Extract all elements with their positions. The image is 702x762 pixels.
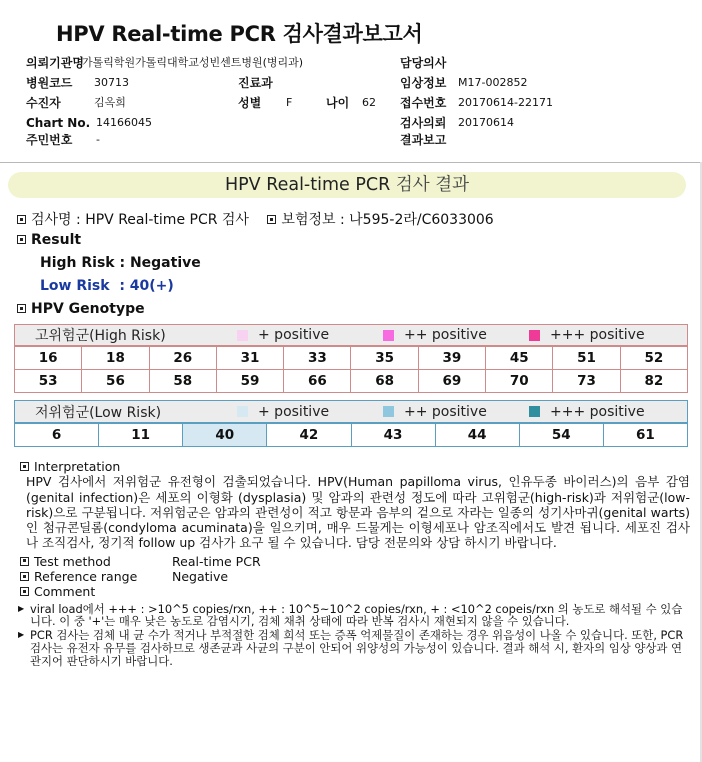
genotype-cell: 82 [620,370,687,393]
test-method-row [20,554,690,569]
checkbox-square-icon [17,235,26,244]
test-method-value: Real-time PCR [172,553,261,569]
request-date-value: 20170614 [458,116,514,129]
plusplus-swatch-icon [383,330,394,341]
recipient-label: 수진자 [26,96,61,110]
clinical-info-value: M17-002852 [458,76,528,89]
resident-no-value: - [96,133,100,146]
chart-no-value: 14166045 [96,116,152,129]
institution-row [26,56,304,70]
high-legend-plusplus: ++ positive [383,327,487,343]
recipient-value: 김옥희 [94,96,126,109]
genotype-heading: HPV Genotype [17,301,145,317]
genotype-cell: 70 [486,370,553,393]
genotype-cell: 26 [149,347,216,370]
test-info-row [17,209,494,229]
low-legend-plus: + positive [237,404,329,420]
report-title: HPV Real-time PCR 검사결과보고서 [56,22,423,46]
result-report-row [400,133,446,148]
request-date-row [400,116,514,130]
plusplusplus-swatch-icon [529,406,540,417]
hospital-code-label: 병원코드 [26,76,73,90]
chart-no-label: Chart No. [26,116,91,130]
plus-swatch-icon [237,330,248,341]
age-label: 나이 [326,96,350,110]
checkbox-square-icon [17,215,26,224]
banner-title-en: HPV Real-time PCR [224,175,391,195]
reference-range-row [20,569,690,584]
genotype-cell: 56 [82,370,149,393]
genotype-cell: 42 [267,424,351,447]
low-legend-plusplusplus: +++ positive [529,404,645,420]
checkbox-square-icon [267,215,276,224]
checkbox-square-icon [20,587,29,596]
sex-row [238,96,293,110]
test-method-label: Test method [34,553,111,569]
genotype-cell: 45 [486,347,553,370]
institution-value: 가톨릭학원가톨릭대학교성빈센트병원(병리과) [82,56,304,69]
genotype-cell: 59 [216,370,283,393]
genotype-cell: 31 [216,347,283,370]
department-label: 진료과 [238,76,273,90]
comment-heading: Comment [20,584,690,599]
high-risk-genotype-table [14,346,688,393]
low-risk-legend-bar [14,400,688,423]
chart-no-row [26,116,152,130]
checkbox-square-icon [20,557,29,566]
plusplusplus-swatch-icon [529,330,540,341]
genotype-cell: 16 [15,347,82,370]
resident-no-row [26,133,100,147]
genotype-cell: 44 [435,424,519,447]
genotype-cell: 53 [15,370,82,393]
institution-label: 의뢰기관명 [26,56,84,70]
test-name-value: HPV Real-time PCR 검사 [85,212,249,228]
genotype-cell: 58 [149,370,216,393]
comment-item-1: ▶ viral load에서 +++ : >10^5 copies/rxn, ++ : 10^5~10^2 copies/rxn, + : <10^2 copeis/rxn 의 농도로 해석될 수 있습니다. 이 중 '+'는 매우 낮은 농도로 감염시기, 검체 채취 상태에 따라 반복 검사시 재현되지 않을 수 있습니다. [20,603,690,629]
low-risk-row [15,424,688,447]
receipt-no-label: 접수번호 [400,96,447,110]
insurance-label: 보험정보 : [281,212,345,228]
genotype-cell: 39 [418,347,485,370]
high-legend-plusplusplus: +++ positive [529,327,645,343]
header-divider [0,162,702,163]
doctor-row [400,56,446,71]
genotype-cell: 61 [603,424,687,447]
banner-title-ko: 검사 결과 [395,175,470,195]
hospital-code-row [26,76,129,90]
request-date-label: 검사의뢰 [400,116,447,130]
genotype-cell: 54 [519,424,603,447]
plus-swatch-icon [237,406,248,417]
hospital-code-value: 30713 [94,76,129,89]
genotype-cell: 66 [284,370,351,393]
clinical-info-label: 임상정보 [400,76,447,90]
receipt-no-value: 20170614-22171 [458,96,553,109]
age-value: 62 [362,96,376,109]
checkbox-square-icon [20,572,29,581]
doctor-label: 담당의사 [400,56,447,70]
genotype-cell: 68 [351,370,418,393]
interpretation-text: HPV 검사에서 저위험군 유전형이 검출되었습니다. HPV(Human papilloma virus, 인유두종 바이러스)의 음부 감염(genital infection)은 세포의 이형화 (dysplasia) 및 암과의 관련성 정도에 따라 고위험군(high-risk)과 저위험군(low-risk)으로 구분됩니다. 저위험군은 암과의 관련성이 적고 항문과 음부의 겉으로 자라는 일종의 성기사마귀(genital warts)인 첨규콘딜롬(condyloma acuminata)을 일으키며, 매우 드물게는 이형세포나 암조직에서도 발견 됩니다. 세포진 검사나 조직검사, 정기적 follow up 검사가 요구 될 수 있습니다. 담당 전문의와 상담 하시기 바랍니다. [26,474,690,551]
reference-range-value: Negative [172,569,229,585]
low-risk-result: Low Risk : 40(+) [40,278,174,294]
receipt-no-row [400,96,553,110]
genotype-cell: 51 [553,347,620,370]
genotype-cell: 18 [82,347,149,370]
high-risk-row [15,370,688,393]
result-banner [8,172,686,198]
age-row [326,96,376,110]
genotype-cell: 6 [15,424,99,447]
department-row [238,76,273,91]
genotype-cell: 73 [553,370,620,393]
clinical-info-row [400,76,528,90]
checkbox-square-icon [20,462,29,471]
resident-no-label: 주민번호 [26,133,73,147]
high-risk-legend-bar [14,324,688,346]
high-legend-plus: + positive [237,327,329,343]
insurance-value: 나595-2라/C6033006 [349,212,494,228]
genotype-cell: 11 [99,424,183,447]
test-name-label: 검사명 : [31,212,81,228]
plusplus-swatch-icon [383,406,394,417]
high-risk-result: High Risk : Negative [40,255,201,271]
interpretation-heading: Interpretation [20,459,690,474]
result-heading: Result [17,232,81,248]
sex-value: F [286,96,293,109]
recipient-row [26,96,126,110]
genotype-cell: 35 [351,347,418,370]
result-report-label: 결과보고 [400,133,447,147]
low-risk-genotype-table [14,423,688,447]
interpretation-section [20,459,690,668]
genotype-cell: 52 [620,347,687,370]
genotype-cell: 33 [284,347,351,370]
sex-label: 성별 [238,96,262,110]
high-risk-label: 고위험군(High Risk) [35,328,166,344]
high-risk-row [15,347,688,370]
low-legend-plusplus: ++ positive [383,404,487,420]
reference-range-label: Reference range [34,569,138,585]
low-risk-label: 저위험군(Low Risk) [35,404,162,421]
comment-item-2: ▶ PCR 검사는 검체 내 균 수가 적거나 부적절한 검체 희석 또는 증폭 억제물질이 존재하는 경우 위음성이 나올 수 있습니다. 또한, PCR 검사는 유전자 유무를 검사하므로 생존균과 사균의 구분이 안되어 위양성의 가능성이 있습니다. 결과 해석 시, 환자의 임상 양상과 연관지어 판단하시기 바랍니다. [20,629,690,667]
checkbox-square-icon [17,304,26,313]
genotype-cell-positive: 40 [183,424,267,447]
genotype-cell: 43 [351,424,435,447]
genotype-cell: 69 [418,370,485,393]
